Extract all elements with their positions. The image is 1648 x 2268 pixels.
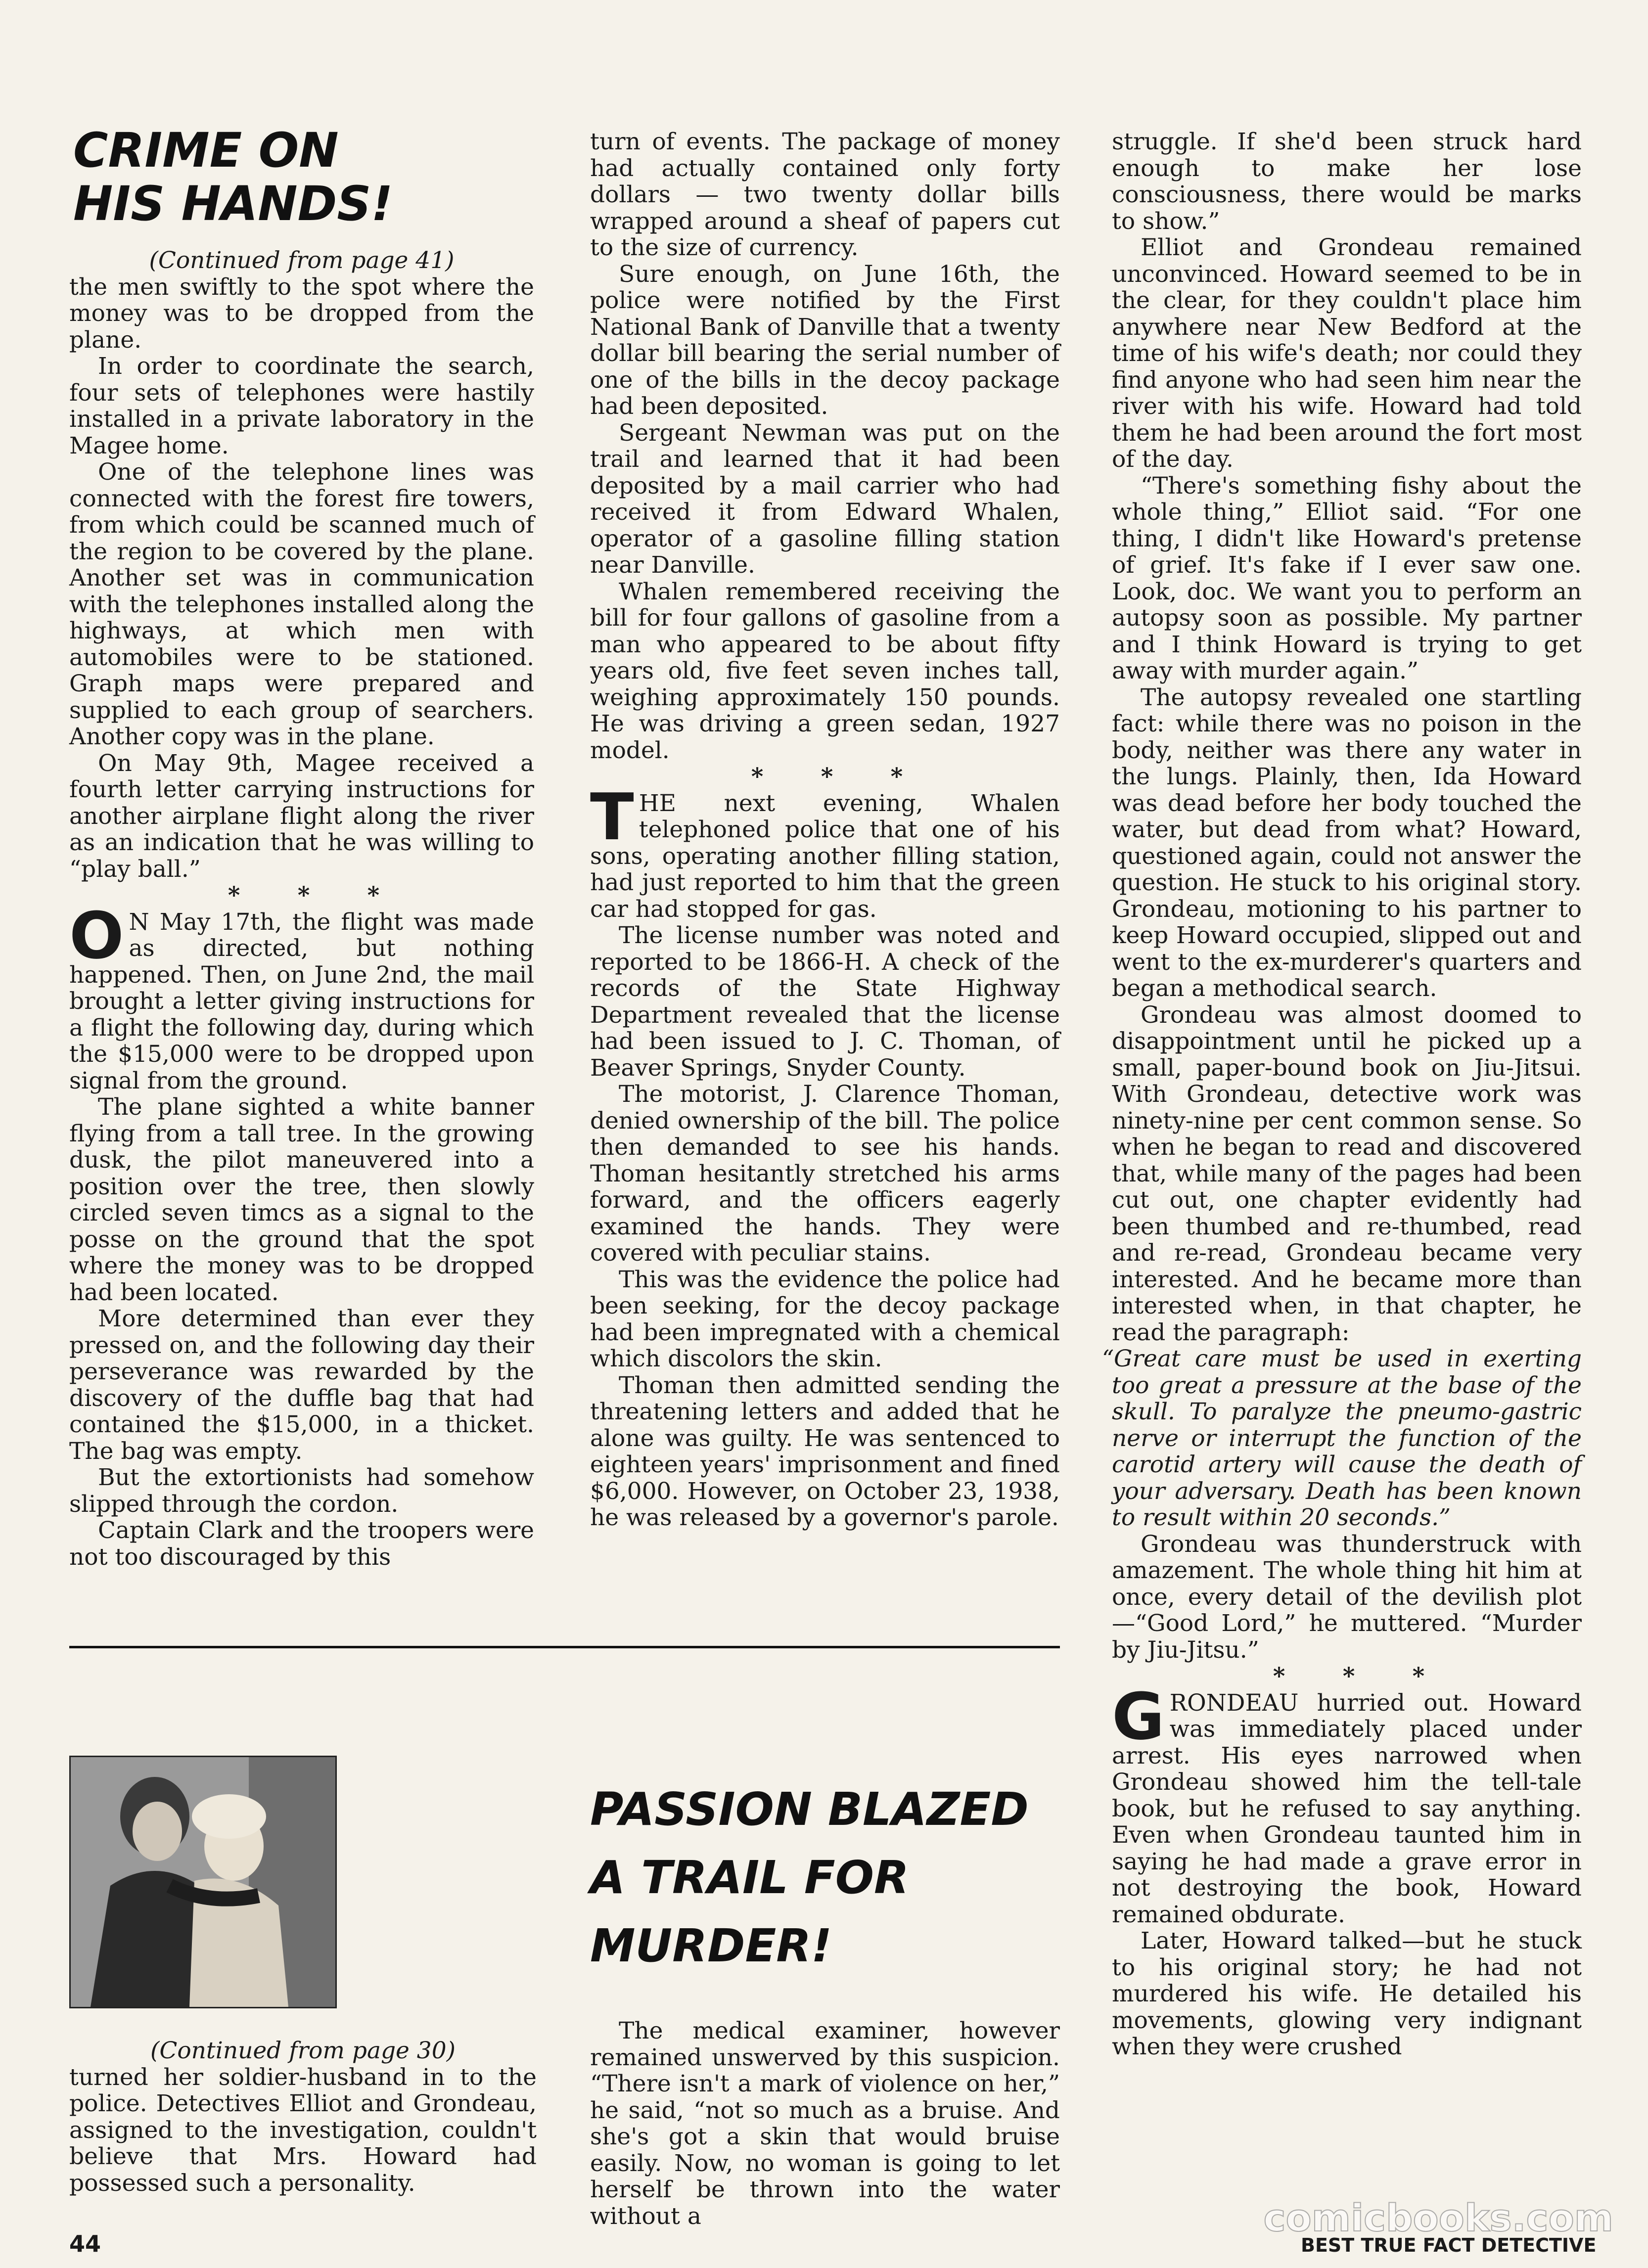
paragraph: The motorist, J. Clarence Thoman, denied ownership of the bill. The police then demanded to see his hands. Thoman hesitantly stretched his arms forward, and the officers eagerly examined the hands. They were covered with peculiar stains. xyxy=(590,1081,1060,1267)
story2-title-line3: MURDER! xyxy=(590,1919,832,1972)
paragraph-dropcap xyxy=(69,898,534,1094)
paragraph-dropcap xyxy=(1112,1678,1582,1928)
story2-title-line2: A TRAIL FOR xyxy=(590,1851,909,1904)
paragraph: The medical examiner, however remained unswerved by this suspicion. “There isn't a mark of violence on her,” he said, “not so much as a bruise. And she's got a skin that would bruise easily. Now, no woman is going to let herself be thrown into the water without a xyxy=(590,2017,1060,2230)
paragraph-text: N May 17th, the flight was made as directed, but nothing happened. Then, on June 2nd, the mail brought a letter giving instructions for a flight the following day, during which the $15,000 were to be dropped upon signal from the ground. xyxy=(69,908,534,1094)
paragraph: One of the telephone lines was connected with the forest fire towers, from which could be scanned much of the region to be covered by the plane. Another set was in communication with the telephones installed along the highways, at which men with automobiles were to be stationed. Graph maps were prepared and supplied to each group of searchers. Another copy was in the plane. xyxy=(69,458,534,750)
section-separator: * * * xyxy=(751,763,928,790)
paragraph: In order to coordinate the search, four sets of telephones were hastily installed in a private laboratory in the Magee home. xyxy=(69,353,534,459)
paragraph: This was the evidence the police had been seeking, for the decoy package had been impregnated with a chemical which discolors the skin. xyxy=(590,1266,1060,1372)
story2-column-2 xyxy=(590,2018,1060,2229)
paragraph-text: RONDEAU hurried out. Howard was immediately placed under arrest. His eyes narrowed when Grondeau showed him the tell-tale book, but he refused to say anything. Even when Grondeau taunted him in saying he had made a grave error in not destroying the book, Howard remained obdurate. xyxy=(1112,1689,1582,1928)
page-number: 44 xyxy=(69,2230,101,2257)
paragraph: Sure enough, on June 16th, the police were notified by the First National Bank of Danville that a twenty dollar bill bearing the serial number of one of the bills in the decoy package had been deposited. xyxy=(590,260,1060,420)
paragraph: But the extortionists had somehow slipped through the cordon. xyxy=(69,1464,534,1518)
story2-column-1 xyxy=(69,2038,537,2196)
drop-cap: G xyxy=(1112,1678,1165,1754)
paragraph: The autopsy revealed one startling fact: while there was no poison in the body, neither was there any water in the lungs. Plainly, then, Ida Howard was dead before her body touched the water, but dead from what? Howard, questioned again, could not answer the question. He stuck to his original story. Grondeau, motioning to his partner to keep Howard occupied, slipped out and went to the ex-murderer's quarters and began a methodical search. xyxy=(1112,683,1582,1002)
story2-column-3 xyxy=(1102,128,1582,2060)
paragraph-dropcap xyxy=(590,779,1060,923)
paragraph: the men swiftly to the spot where the money was to be dropped from the plane. xyxy=(69,273,534,354)
story1-headline xyxy=(73,124,393,230)
section-separator: * * * xyxy=(228,882,405,909)
paragraph: “There's something fishy about the whole thing,” Elliot said. “For one thing, I didn't like Howard's pretense of grief. It's fake if I ever saw one. Look, doc. We want you to perform an autopsy soon as possible. My partner and I think Howard is trying to get away with murder again.” xyxy=(1112,472,1582,684)
story1-continued-note: (Continued from page 41) xyxy=(149,247,455,274)
paragraph: Elliot and Grondeau remained unconvinced. Howard seemed to be in the clear, for they couldn't place him anywhere near New Bedford at the time of his wife's death; nor could they find anyone who had seen him near the river with his wife. Howard had told them he had been around the fort most of the day. xyxy=(1112,234,1582,473)
watermark-text: comicbooks.com xyxy=(1263,2196,1613,2240)
story1-column-1 xyxy=(69,247,534,1570)
paragraph: turn of events. The package of money had actually contained only forty dollars — two twenty dollar bills wrapped around a sheaf of papers cut to the size of currency. xyxy=(590,128,1060,261)
story1-title-line2: HIS HANDS! xyxy=(73,176,393,231)
paragraph: turned her soldier-husband in to the police. Detectives Elliot and Grondeau, assigned to the investigation, couldn't believe that Mrs. Howard had possessed such a personality. xyxy=(69,2063,537,2197)
paragraph: Grondeau was thunderstruck with amazement. The whole thing hit him at once, every detail of the devilish plot—“Good Lord,” he muttered. “Murder by Jiu-Jitsu.” xyxy=(1112,1530,1582,1664)
drop-cap: O xyxy=(69,898,124,973)
quoted-passage: “Great care must be used in exerting too great a pressure at the base of the skull. To paralyze the pneumo-gastric nerve or interrupt the function of the carotid artery will cause the death of your adversary. Death has been known to result within 20 seconds.” xyxy=(1102,1345,1582,1531)
paragraph-text: HE next evening, Whalen telephoned police that one of his sons, operating another filling station, had just reported to him that the green car had stopped for gas. xyxy=(590,789,1060,923)
paragraph: Thoman then admitted sending the threatening letters and added that he alone was guilty. He was sentenced to eighteen years' imprisonment and fined $6,000. However, on October 23, 1938, he was released by a governor's parole. xyxy=(590,1371,1060,1531)
paragraph: The license number was noted and reported to be 1866-H. A check of the records of the State Highway Department revealed that the license had been issued to J. C. Thoman, of Beaver Springs, Snyder County. xyxy=(590,922,1060,1082)
story1-title-line1: CRIME ON xyxy=(73,123,339,178)
story1-column-2 xyxy=(590,129,1060,1531)
story2-photo xyxy=(69,1756,337,2008)
paragraph: More determined than ever they pressed on, and the following day their perseverance was rewarded by the discovery of the duffle bag that had contained the $15,000, in a thicket. The bag was empty. xyxy=(69,1305,534,1465)
drop-cap: T xyxy=(590,779,634,855)
section-separator: * * * xyxy=(1273,1663,1450,1690)
paragraph: Sergeant Newman was put on the trail and learned that it had been deposited by a mail carrier who had received it from Edward Whalen, operator of a gasoline filling station near Danville. xyxy=(590,419,1060,579)
story2-continued-note: (Continued from page 30) xyxy=(150,2037,456,2064)
paragraph: Whalen remembered receiving the bill for four gallons of gasoline from a man who appeared to be about fifty years old, five feet seven inches tall, weighing approximately 150 pounds. He was driving a green sedan, 1927 model. xyxy=(590,578,1060,764)
photo-illustration xyxy=(71,1757,335,2007)
story-divider-rule xyxy=(69,1646,1060,1648)
magazine-title: BEST TRUE FACT DETECTIVE xyxy=(1301,2234,1597,2256)
paragraph: Grondeau was almost doomed to disappointment until he picked up a small, paper-bound book on Jiu-Jitsui. With Grondeau, detective work was ninety-nine per cent common sense. So when he began to read and discovered that, while many of the pages had been cut out, one chapter evidently had been thumbed and re-thumbed, read and re-read, Grondeau became very interested. And he became more than interested when, in that chapter, he read the paragraph: xyxy=(1112,1001,1582,1346)
paragraph: On May 9th, Magee received a fourth letter carrying instructions for another airplane flight along the river as an indication that he was willing to “play ball.” xyxy=(69,749,534,883)
paragraph: Later, Howard talked—but he stuck to his original story; he had not murdered his wife. He detailed his movements, glowing very indignant when they were crushed xyxy=(1112,1927,1582,2060)
story2-title-line1: PASSION BLAZED xyxy=(590,1783,1029,1836)
story2-headline xyxy=(590,1775,1029,1980)
paragraph: Captain Clark and the troopers were not too discouraged by this xyxy=(69,1517,534,1571)
paragraph: The plane sighted a white banner flying from a tall tree. In the growing dusk, the pilot maneuvered into a position over the tree, then slowly circled seven timcs as a signal to the posse on the ground that the spot where the money was to be dropped had been located. xyxy=(69,1093,534,1306)
paragraph: struggle. If she'd been struck hard enough to make her lose consciousness, there would be marks to show.” xyxy=(1112,128,1582,235)
